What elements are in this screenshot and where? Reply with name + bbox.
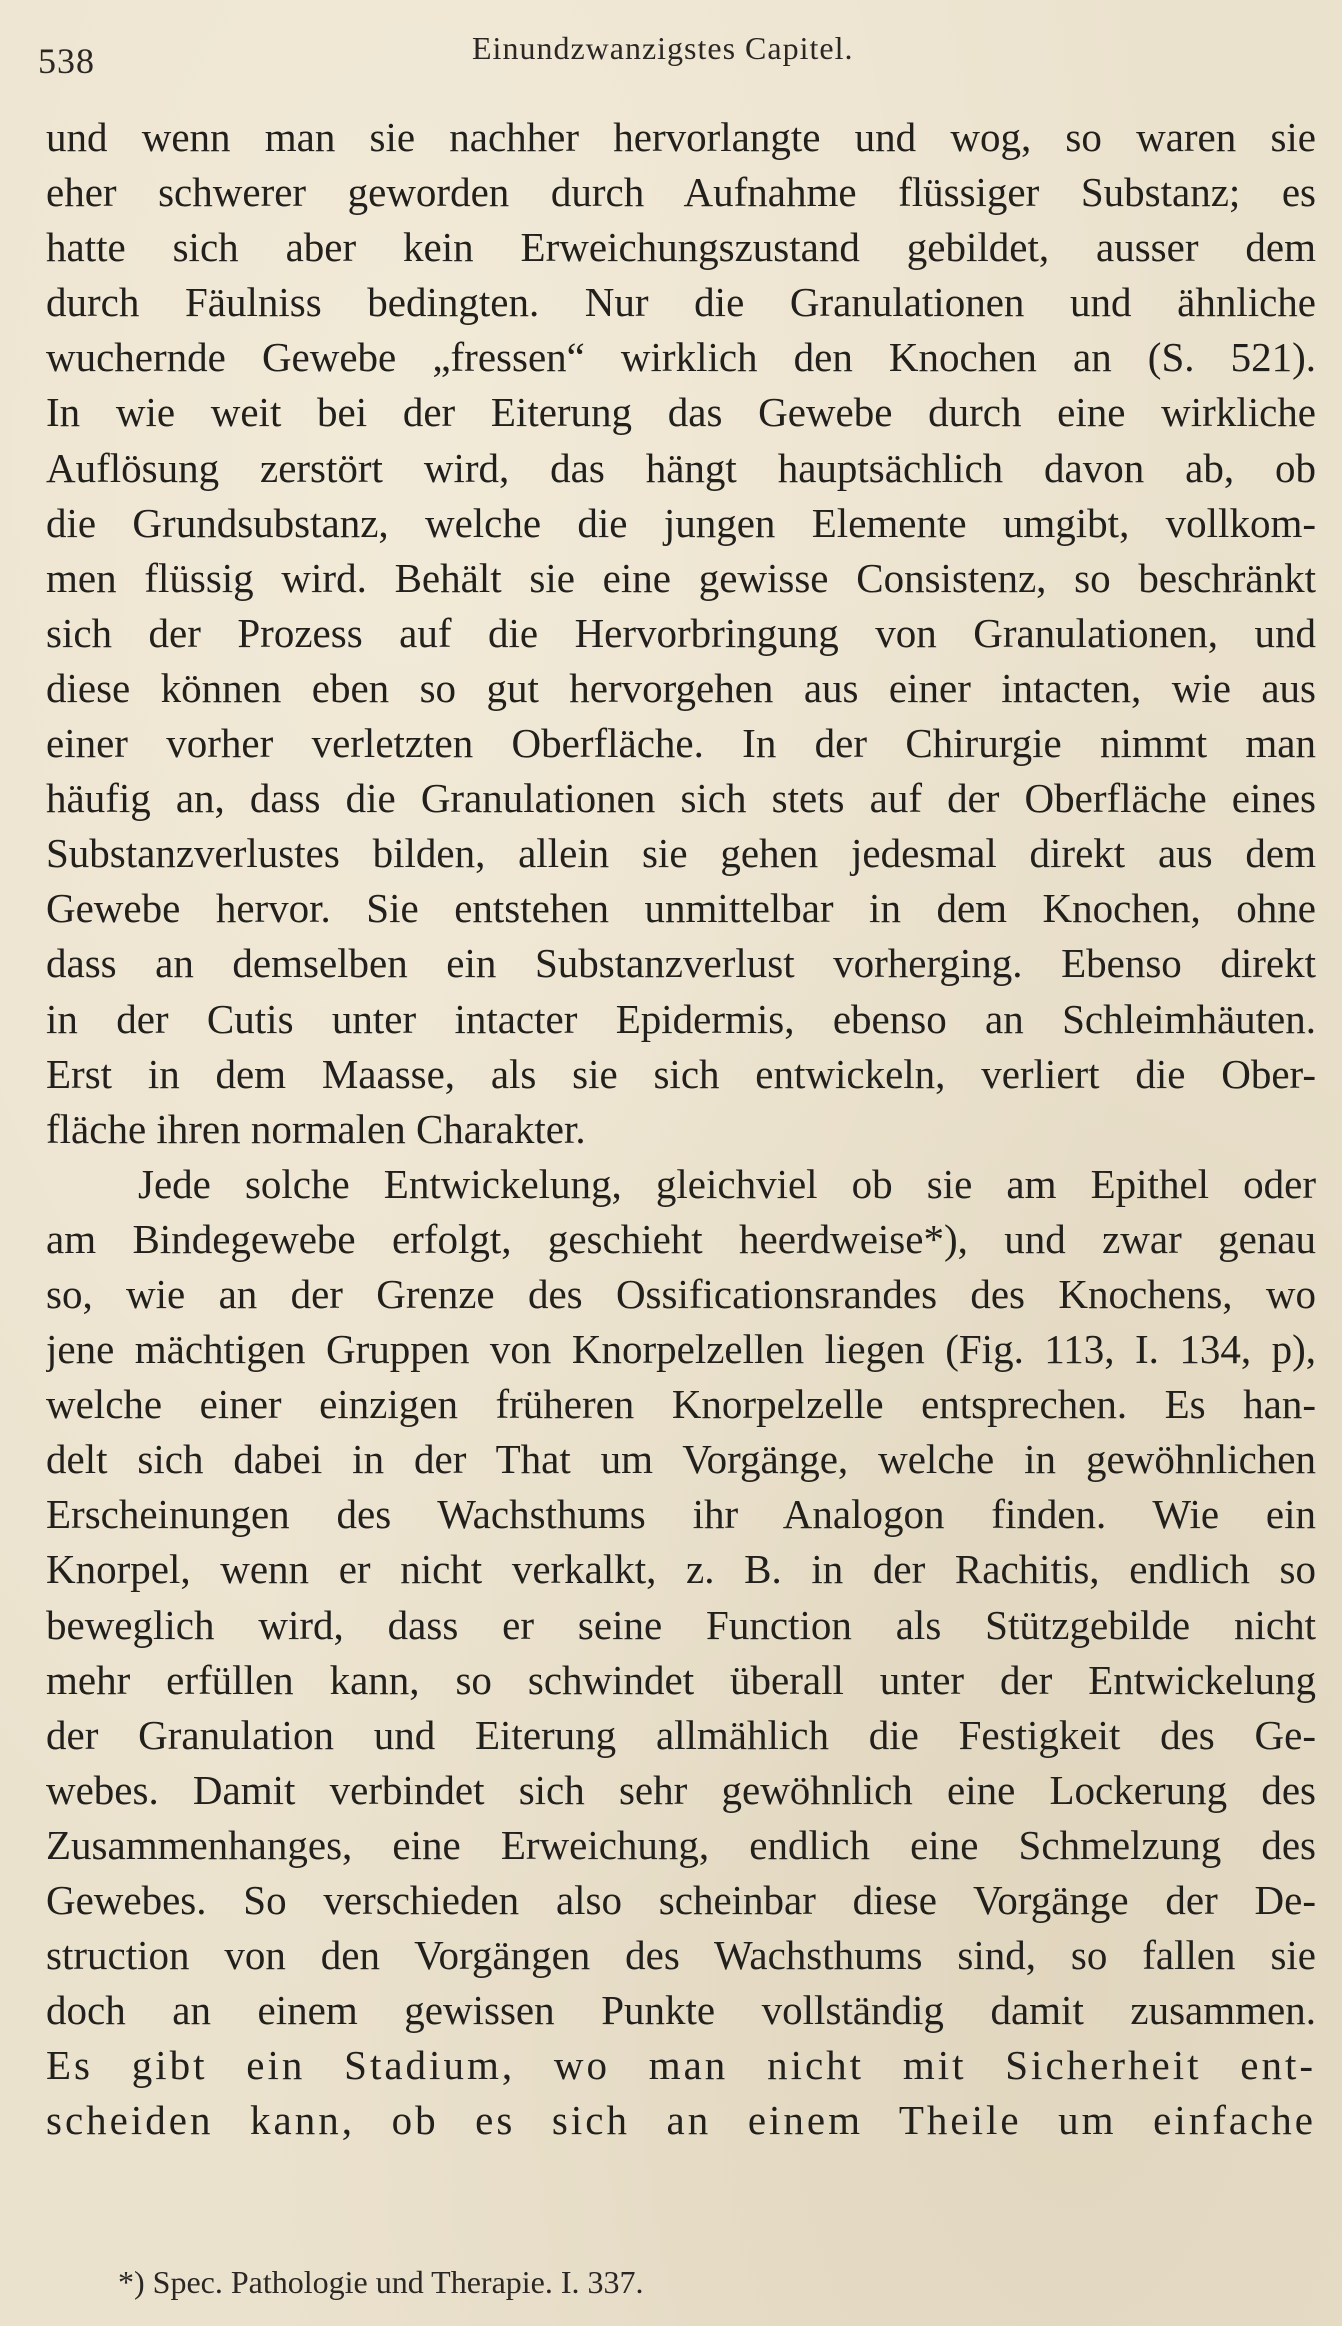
- text-line: so, wie an der Grenze des Ossificationsrandes des Knochens, wo: [46, 1270, 1316, 1317]
- text-line: men flüssig wird. Behält sie eine gewisse Consistenz, so beschränkt: [46, 554, 1316, 601]
- text-line: beweglich wird, dass er seine Function als Stützgebilde nicht: [46, 1601, 1316, 1648]
- text-line: Auflösung zerstört wird, das hängt hauptsächlich davon ab, ob: [46, 444, 1316, 491]
- text-line: welche einer einzigen früheren Knorpelzelle entsprechen. Es han-: [46, 1381, 1316, 1428]
- text-line: am Bindegewebe erfolgt, geschieht heerdweise*), und zwar genau: [46, 1215, 1316, 1262]
- text-line: häufig an, dass die Granulationen sich stets auf der Oberfläche eines: [46, 775, 1316, 822]
- text-line: fläche ihren normalen Charakter.: [46, 1105, 586, 1152]
- text-line: Knorpel, wenn er nicht verkalkt, z. B. in der Rachitis, endlich so: [46, 1546, 1316, 1593]
- text-line: die Grundsubstanz, welche die jungen Elemente umgibt, vollkom-: [46, 499, 1316, 546]
- text-line: struction von den Vorgängen des Wachsthums sind, so fallen sie: [46, 1932, 1316, 1979]
- text-line: Erst in dem Maasse, als sie sich entwickeln, verliert die Ober-: [46, 1050, 1316, 1097]
- body-text: [46, 110, 1316, 2148]
- text-line: delt sich dabei in der That um Vorgänge, welche in gewöhnlichen: [46, 1436, 1316, 1483]
- text-line: In wie weit bei der Eiterung das Gewebe durch eine wirkliche: [46, 389, 1316, 436]
- text-line: Gewebe hervor. Sie entstehen unmittelbar in dem Knochen, ohne: [46, 885, 1316, 932]
- text-line: der Granulation und Eiterung allmählich die Festigkeit des Ge-: [46, 1711, 1316, 1758]
- text-line: einer vorher verletzten Oberfläche. In der Chirurgie nimmt man: [46, 720, 1316, 767]
- text-line: und wenn man sie nachher hervorlangte und wog, so waren sie: [46, 114, 1316, 160]
- text-line: dass an demselben ein Substanzverlust vorherging. Ebenso direkt: [46, 940, 1316, 987]
- running-head: Einundzwanzigstes Capitel.: [472, 30, 854, 66]
- text-line: scheiden kann, ob es sich an einem Theile um einfache: [46, 2097, 1316, 2144]
- text-line: Erscheinungen des Wachsthums ihr Analogon finden. Wie ein: [46, 1491, 1316, 1538]
- text-line: webes. Damit verbindet sich sehr gewöhnlich eine Lockerung des: [46, 1766, 1316, 1813]
- text-line: sich der Prozess auf die Hervorbringung von Granulationen, und: [46, 609, 1316, 656]
- footnote: *) Spec. Pathologie und Therapie. I. 337.: [118, 2264, 644, 2300]
- text-line: Substanzverlustes bilden, allein sie gehen jedesmal direkt aus dem: [46, 830, 1316, 877]
- text-line: wuchernde Gewebe „fressen“ wirklich den Knochen an (S. 521).: [46, 334, 1316, 381]
- text-line: Es gibt ein Stadium, wo man nicht mit Sicherheit ent-: [46, 2042, 1316, 2089]
- text-line: diese können eben so gut hervorgehen aus einer intacten, wie aus: [46, 664, 1316, 711]
- text-line: in der Cutis unter intacter Epidermis, ebenso an Schleimhäuten.: [46, 995, 1316, 1042]
- text-line: Gewebes. So verschieden also scheinbar diese Vorgänge der De-: [46, 1877, 1316, 1923]
- text-line: jene mächtigen Gruppen von Knorpelzellen liegen (Fig. 113, I. 134, p),: [46, 1326, 1316, 1373]
- text-line: eher schwerer geworden durch Aufnahme flüssiger Substanz; es: [46, 169, 1316, 216]
- text-line: mehr erfüllen kann, so schwindet überall unter der Entwickelung: [46, 1656, 1316, 1703]
- text-line: Zusammenhanges, eine Erweichung, endlich eine Schmelzung des: [46, 1821, 1316, 1868]
- text-line: doch an einem gewissen Punkte vollständig damit zusammen.: [46, 1987, 1316, 2034]
- text-line: Jede solche Entwickelung, gleichviel ob sie am Epithel oder: [138, 1160, 1316, 1207]
- text-line: durch Fäulniss bedingten. Nur die Granulationen und ähnliche: [46, 279, 1316, 326]
- page-number: 538: [38, 41, 95, 81]
- text-line: hatte sich aber kein Erweichungszustand gebildet, ausser dem: [46, 224, 1316, 271]
